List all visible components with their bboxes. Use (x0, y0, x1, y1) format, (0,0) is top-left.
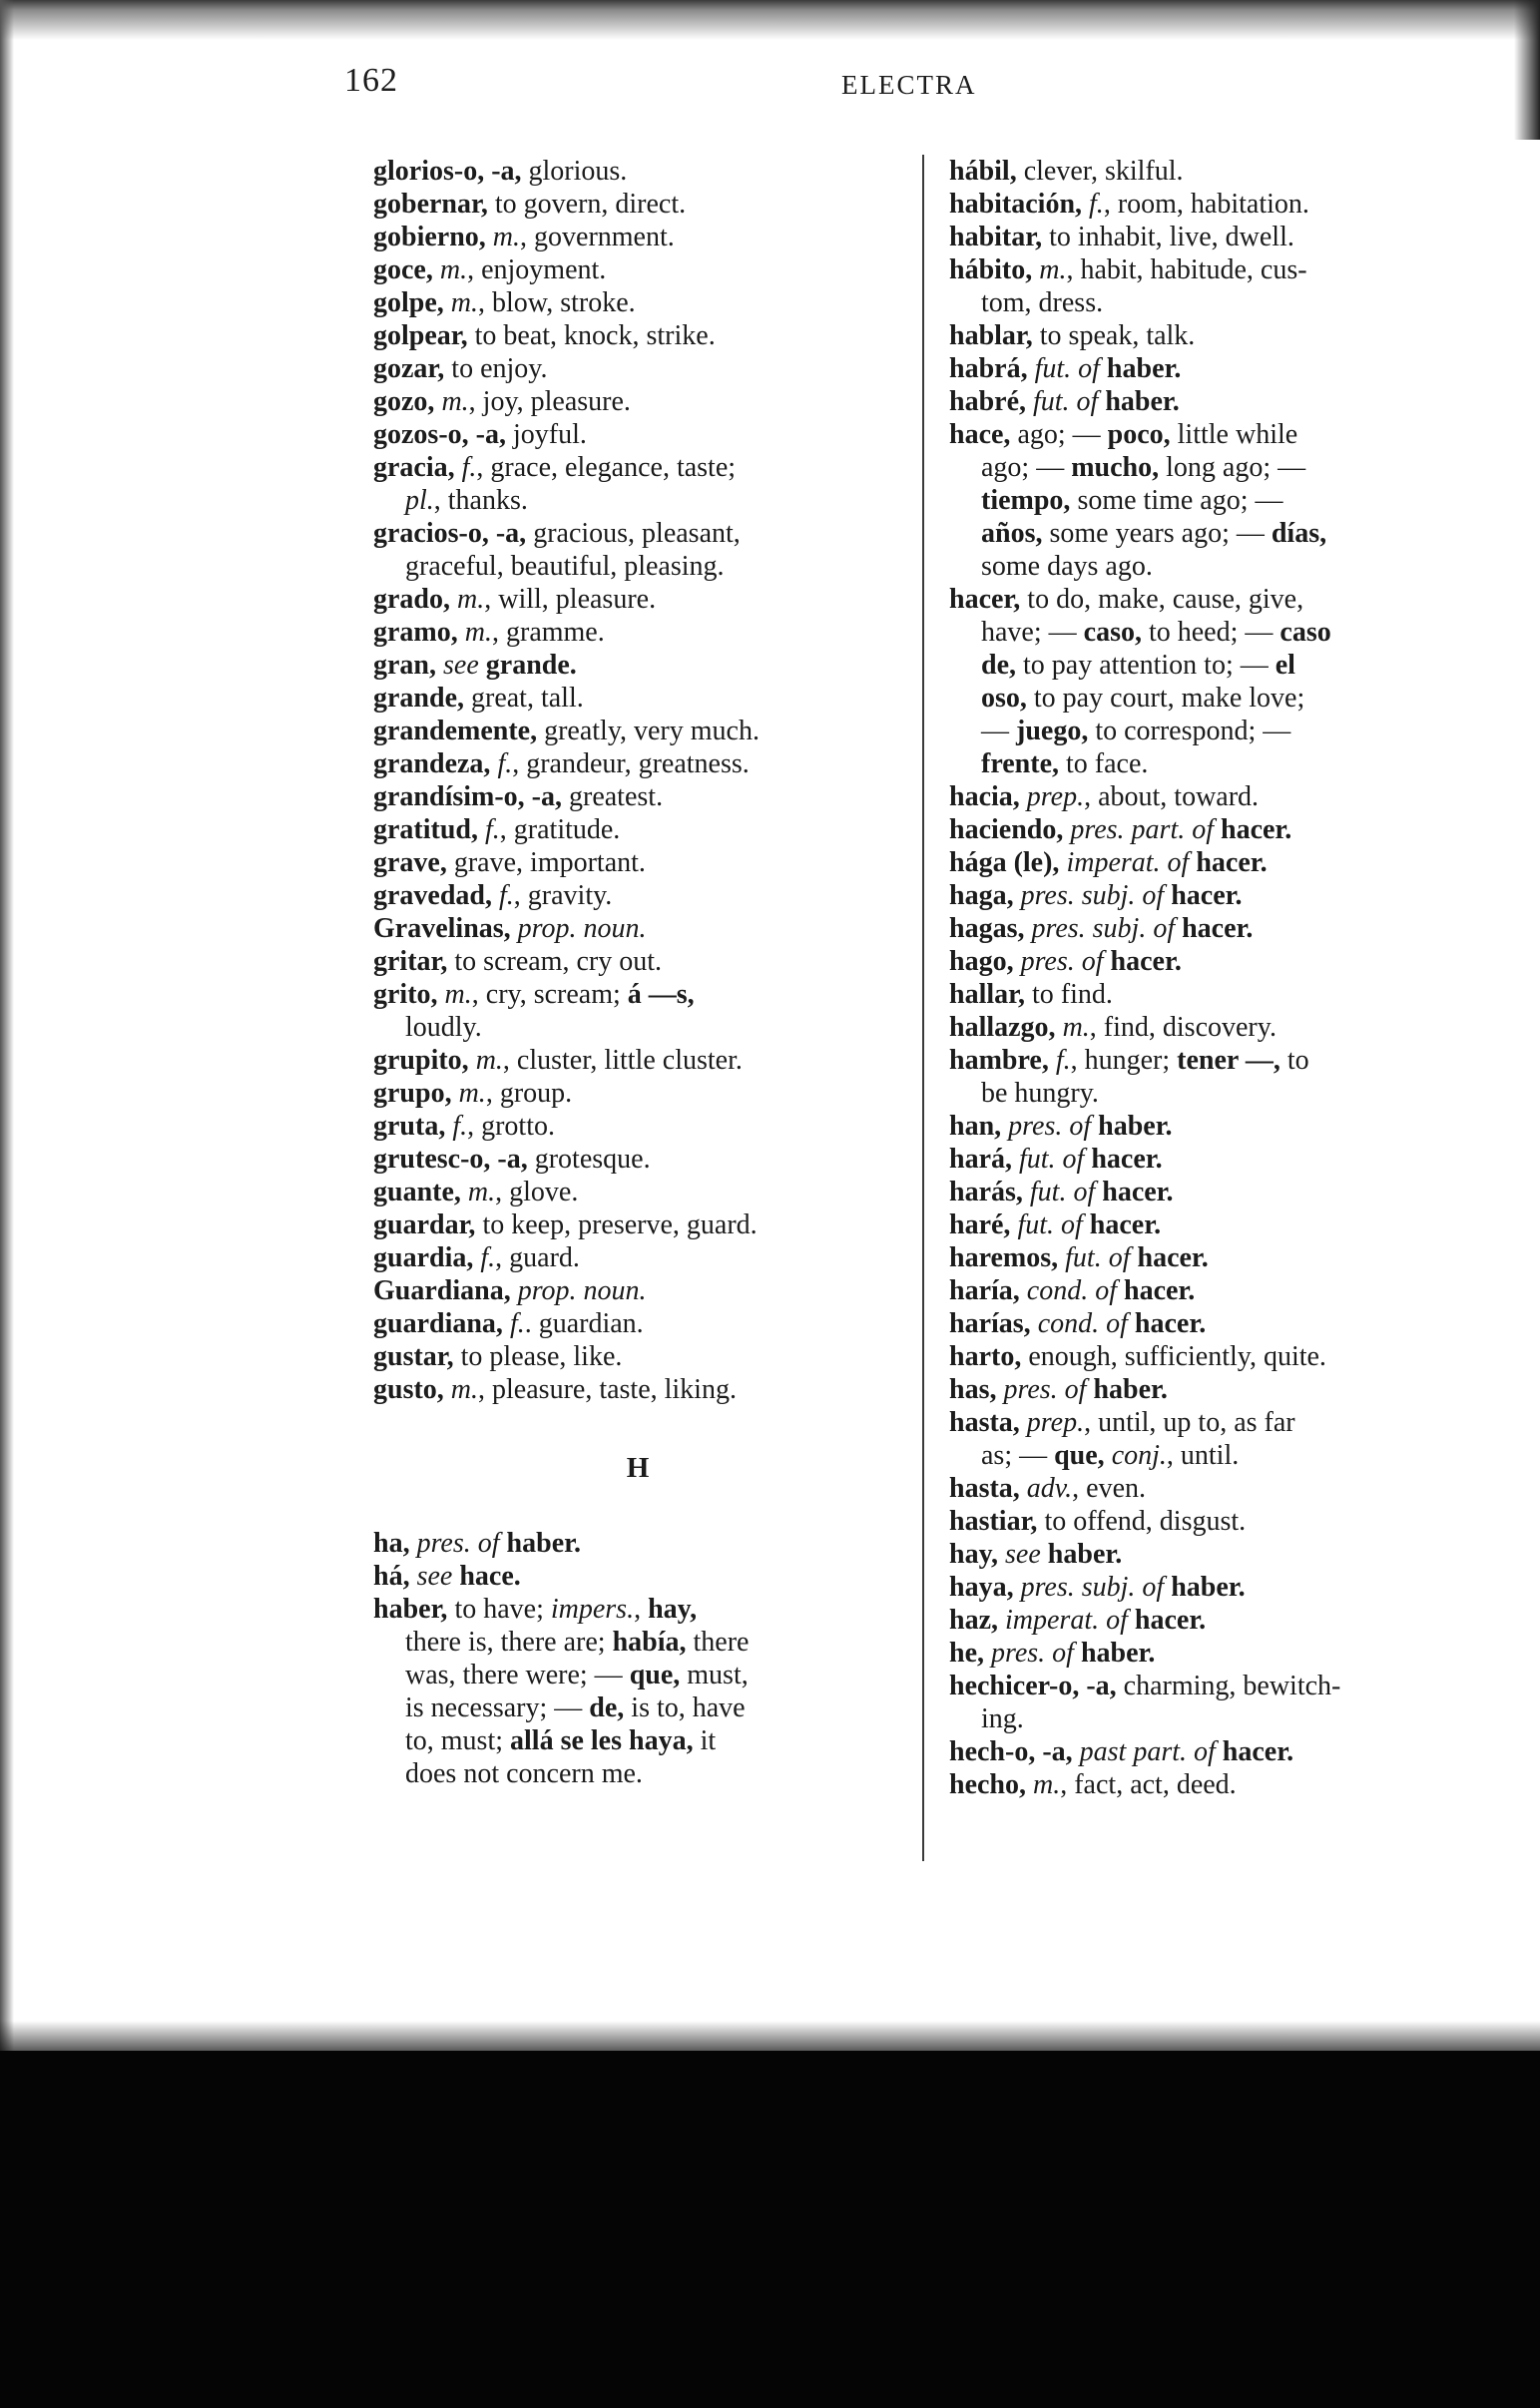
dictionary-entry (949, 1110, 1468, 1143)
dictionary-entry (949, 1538, 1468, 1571)
dictionary-entry (373, 451, 902, 517)
dictionary-entry (373, 978, 902, 1044)
entry-line: gozar, to enjoy. (373, 353, 548, 384)
dictionary-entry (373, 1307, 902, 1340)
dictionary-entry (949, 780, 1468, 813)
entry-line: haber, to have; impers., hay, (373, 1594, 698, 1625)
entry-line: gracios-o, -a, gracious, pleasant, (373, 518, 741, 549)
dictionary-entry (373, 1340, 902, 1373)
dictionary-entry (373, 649, 902, 682)
entry-line: tom, dress. (981, 287, 1104, 318)
entries-g-list (373, 155, 902, 1406)
entry-line: gruta, f., grotto. (373, 1111, 555, 1142)
entry-line: grito, m., cry, scream; á —s, (373, 979, 695, 1010)
dictionary-entry (949, 253, 1468, 319)
entry-line: hablar, to speak, talk. (949, 320, 1196, 351)
dictionary-entry (373, 1527, 902, 1560)
entry-line: hech-o, -a, past part. of hacer. (949, 1736, 1294, 1767)
dictionary-entry (373, 879, 902, 912)
dictionary-entry (373, 1077, 902, 1110)
dictionary-entry (949, 1044, 1468, 1110)
entry-line: han, pres. of haber. (949, 1111, 1173, 1142)
column-divider-rule (922, 155, 924, 1861)
dictionary-entry (373, 1143, 902, 1176)
entry-line: graceful, beautiful, pleasing. (405, 551, 725, 582)
dictionary-entry (373, 1560, 902, 1593)
dictionary-entry (949, 1373, 1468, 1406)
entry-line: ing. (981, 1703, 1024, 1734)
entry-line: hacer, to do, make, cause, give, (949, 584, 1304, 615)
entry-line: guardiana, f.. guardian. (373, 1308, 644, 1339)
entry-line: haremos, fut. of hacer. (949, 1242, 1209, 1273)
entry-line: grave, grave, important. (373, 847, 646, 878)
entry-line: haré, fut. of hacer. (949, 1209, 1162, 1240)
entry-line: guardia, f., guard. (373, 1242, 580, 1273)
entry-line: to, must; allá se les haya, it (405, 1725, 717, 1756)
dictionary-entry (949, 1735, 1468, 1768)
entry-line: hallar, to find. (949, 979, 1113, 1010)
entry-line: hága (le), imperat. of hacer. (949, 847, 1268, 878)
entry-line: gramo, m., gramme. (373, 617, 605, 648)
dictionary-entry (373, 583, 902, 616)
dictionary-entry (949, 1768, 1468, 1801)
entry-line: haya, pres. subj. of haber. (949, 1572, 1246, 1603)
entry-line: haga, pres. subj. of hacer. (949, 880, 1243, 911)
entry-line: hasta, prep., until, up to, as far (949, 1407, 1295, 1438)
page-number: 162 (344, 62, 398, 99)
entries-h-list (373, 1527, 902, 1790)
entry-line: Guardiana, prop. noun. (373, 1275, 647, 1306)
entry-line: grupo, m., group. (373, 1078, 573, 1109)
entry-line: habitación, f., room, habitation. (949, 189, 1309, 220)
entry-line: habitar, to inhabit, live, dwell. (949, 222, 1294, 252)
entry-line: hacia, prep., about, toward. (949, 781, 1260, 812)
entry-line: as; — que, conj., until. (981, 1440, 1240, 1471)
entry-line: frente, to face. (981, 748, 1149, 779)
dictionary-entry (949, 319, 1468, 352)
dictionary-entry (949, 221, 1468, 253)
entry-line: hace, ago; — poco, little while (949, 419, 1298, 450)
entry-line: some days ago. (981, 551, 1153, 582)
dictionary-entry (373, 912, 902, 945)
entry-line: gustar, to please, like. (373, 1341, 623, 1372)
entry-line: gozo, m., joy, pleasure. (373, 386, 631, 417)
dictionary-entry (949, 1208, 1468, 1241)
entry-line: have; — caso, to heed; — caso (981, 617, 1331, 648)
entry-line: — juego, to correspond; — (981, 716, 1291, 746)
entry-line: harto, enough, sufficiently, quite. (949, 1341, 1326, 1372)
entry-line: golpear, to beat, knock, strike. (373, 320, 716, 351)
dictionary-entry (373, 1593, 902, 1790)
dictionary-entry (949, 945, 1468, 978)
dictionary-entry (949, 1670, 1468, 1735)
entry-line: gobierno, m., government. (373, 222, 675, 252)
entry-line: grandemente, greatly, very much. (373, 716, 760, 746)
dictionary-entry (949, 1505, 1468, 1538)
entry-line: gritar, to scream, cry out. (373, 946, 662, 977)
entry-line: hastiar, to offend, disgust. (949, 1506, 1247, 1537)
dictionary-entry (373, 188, 902, 221)
dictionary-entry (949, 1011, 1468, 1044)
entry-line: gracia, f., grace, elegance, taste; (373, 452, 737, 483)
dictionary-entry (373, 780, 902, 813)
entries-right-list (949, 155, 1468, 1801)
entry-line: grandísim-o, -a, greatest. (373, 781, 664, 812)
entry-line: harías, cond. of hacer. (949, 1308, 1207, 1339)
entry-line: grutesc-o, -a, grotesque. (373, 1144, 651, 1175)
entry-line: hechicer-o, -a, charming, bewitch- (949, 1671, 1341, 1701)
dictionary-entry (949, 1406, 1468, 1472)
dictionary-entry (949, 1604, 1468, 1637)
scan-right-shadow (1514, 0, 1540, 140)
entry-line: hay, see haber. (949, 1539, 1123, 1570)
entry-line: glorios-o, -a, glorious. (373, 156, 628, 187)
dictionary-entry (949, 188, 1468, 221)
entry-line: be hungry. (981, 1078, 1099, 1109)
entry-line: hambre, f., hunger; tener —, to (949, 1045, 1309, 1076)
entry-line: hagas, pres. subj. of hacer. (949, 913, 1254, 944)
dictionary-entry (373, 1373, 902, 1406)
entry-line: hará, fut. of hacer. (949, 1144, 1163, 1175)
entry-line: does not concern me. (405, 1758, 643, 1789)
entry-line: gusto, m., pleasure, taste, liking. (373, 1374, 737, 1405)
entry-line: hallazgo, m., find, discovery. (949, 1012, 1277, 1043)
entry-line: grado, m., will, pleasure. (373, 584, 657, 615)
dictionary-entry (373, 221, 902, 253)
entry-line: habrá, fut. of haber. (949, 353, 1182, 384)
dictionary-entry (373, 517, 902, 583)
entry-line: is necessary; — de, is to, have (405, 1692, 746, 1723)
dictionary-entry (373, 253, 902, 286)
dictionary-entry (373, 286, 902, 319)
entry-line: he, pres. of haber. (949, 1638, 1156, 1669)
dictionary-entry (949, 1340, 1468, 1373)
entry-line: pl., thanks. (405, 485, 528, 516)
dictionary-entry (373, 1274, 902, 1307)
dictionary-entry (373, 715, 902, 747)
dictionary-entry (949, 1571, 1468, 1604)
dictionary-entry (373, 682, 902, 715)
entry-line: haciendo, pres. part. of hacer. (949, 814, 1292, 845)
dictionary-entry (373, 1241, 902, 1274)
dictionary-entry (949, 846, 1468, 879)
entry-line: grandeza, f., grandeur, greatness. (373, 748, 750, 779)
entry-line: goce, m., enjoyment. (373, 254, 607, 285)
entry-line: oso, to pay court, make love; (981, 683, 1305, 714)
entry-line: grupito, m., cluster, little cluster. (373, 1045, 743, 1076)
entry-line: grande, great, tall. (373, 683, 584, 714)
dictionary-entry (949, 1637, 1468, 1670)
entry-line: harás, fut. of hacer. (949, 1177, 1174, 1207)
entry-line: has, pres. of haber. (949, 1374, 1168, 1405)
dictionary-entry (949, 879, 1468, 912)
dictionary-entry (949, 1241, 1468, 1274)
dictionary-entry (949, 813, 1468, 846)
dictionary-entry (373, 352, 902, 385)
right-column (949, 155, 1468, 1801)
dictionary-entry (373, 1044, 902, 1077)
dictionary-entry (373, 813, 902, 846)
dictionary-entry (373, 418, 902, 451)
entry-line: Gravelinas, prop. noun. (373, 913, 647, 944)
dictionary-entry (373, 747, 902, 780)
entry-line: tiempo, some time ago; — (981, 485, 1283, 516)
dictionary-entry (373, 1110, 902, 1143)
entry-line: loudly. (405, 1012, 482, 1043)
entry-line: golpe, m., blow, stroke. (373, 287, 636, 318)
entry-line: gran, see grande. (373, 650, 577, 681)
dictionary-entry (949, 352, 1468, 385)
dictionary-entry (949, 1307, 1468, 1340)
entry-line: guardar, to keep, preserve, guard. (373, 1209, 758, 1240)
entry-line: ha, pres. of haber. (373, 1528, 581, 1559)
dictionary-entry (373, 945, 902, 978)
scan-top-shadow (0, 0, 1540, 50)
entry-line: hasta, adv., even. (949, 1473, 1147, 1504)
dictionary-entry (373, 1176, 902, 1208)
dictionary-entry (949, 385, 1468, 418)
dictionary-entry (949, 1143, 1468, 1176)
entry-line: guante, m., glove. (373, 1177, 579, 1207)
entry-line: hago, pres. of hacer. (949, 946, 1182, 977)
left-column (373, 155, 902, 1790)
entry-line: de, to pay attention to; — el (981, 650, 1295, 681)
entry-line: was, there were; — que, must, (405, 1660, 749, 1690)
entry-line: haz, imperat. of hacer. (949, 1605, 1207, 1636)
dictionary-entry (949, 155, 1468, 188)
dictionary-entry (949, 418, 1468, 583)
dictionary-entry (373, 616, 902, 649)
dictionary-entry (949, 1472, 1468, 1505)
entry-line: gratitud, f., gratitude. (373, 814, 621, 845)
entry-line: haría, cond. of hacer. (949, 1275, 1196, 1306)
section-letter-h: H (626, 1452, 650, 1484)
dictionary-entry (949, 1176, 1468, 1208)
entry-line: gobernar, to govern, direct. (373, 189, 687, 220)
dictionary-entry (949, 583, 1468, 780)
entry-line: hábil, clever, skilful. (949, 156, 1184, 187)
dictionary-entry (949, 912, 1468, 945)
entry-line: hábito, m., habit, habitude, cus- (949, 254, 1307, 285)
dictionary-entry (373, 319, 902, 352)
entry-line: años, some years ago; — días, (981, 518, 1327, 549)
dictionary-entry (373, 1208, 902, 1241)
dictionary-entry (373, 846, 902, 879)
dictionary-entry (949, 978, 1468, 1011)
entry-line: habré, fut. of haber. (949, 386, 1180, 417)
entry-line: hecho, m., fact, act, deed. (949, 1769, 1237, 1800)
scan-bottom-black-area (0, 2051, 1540, 2408)
dictionary-entry (373, 155, 902, 188)
dictionary-entry (949, 1274, 1468, 1307)
dictionary-entry (373, 385, 902, 418)
entry-line: ago; — mucho, long ago; — (981, 452, 1306, 483)
entry-line: there is, there are; había, there (405, 1627, 750, 1658)
entry-line: gozos-o, -a, joyful. (373, 419, 587, 450)
entry-line: há, see hace. (373, 1561, 521, 1592)
entry-line: gravedad, f., gravity. (373, 880, 613, 911)
running-title: ELECTRA (841, 70, 977, 100)
